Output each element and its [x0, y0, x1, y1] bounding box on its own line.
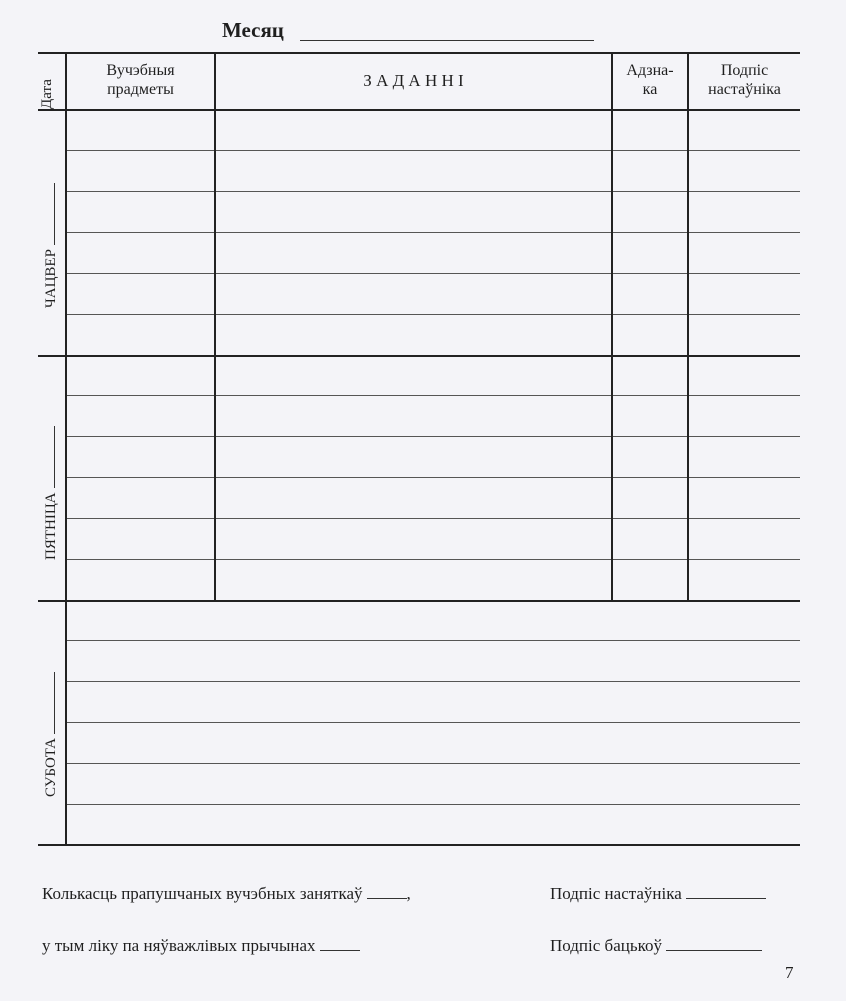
parents-signature-blank[interactable] — [666, 938, 762, 951]
day-label-friday: ПЯТНІЦА — [42, 427, 60, 561]
col-signature-line1: Подпіс — [720, 62, 769, 79]
missed-lessons-blank[interactable] — [367, 886, 407, 899]
month-line[interactable] — [300, 40, 594, 41]
row-line — [65, 681, 800, 682]
date-column-border — [65, 52, 67, 845]
missed-lessons-row — [42, 884, 411, 904]
row-line — [65, 477, 800, 478]
row-line — [65, 518, 800, 519]
row-line — [65, 559, 800, 560]
tasks-column-border — [611, 52, 613, 600]
missed-lessons-label: Колькасць прапушчаных вучэбных заняткаў — [42, 884, 363, 903]
date-blank-line[interactable] — [42, 183, 55, 245]
col-subjects-header — [67, 61, 214, 99]
row-line — [65, 436, 800, 437]
table-top-border — [38, 52, 800, 54]
grade-column-border — [687, 52, 689, 600]
col-subjects-line1: Вучэбныя — [106, 62, 175, 79]
parents-signature-label: Подпіс бацькоў — [550, 936, 662, 955]
day-label-saturday: СУБОТА — [42, 672, 60, 797]
col-date-header: Дата — [39, 79, 55, 109]
col-signature-line2: настаўніка — [708, 81, 781, 98]
unexcused-row — [42, 936, 360, 956]
month-label: Месяц — [222, 18, 284, 42]
row-line — [65, 395, 800, 396]
col-grade-line1: Адзна- — [626, 62, 674, 79]
teacher-signature-blank[interactable] — [686, 886, 766, 899]
date-blank-line[interactable] — [42, 672, 55, 734]
missed-suffix: , — [406, 884, 411, 903]
table-bottom-border — [38, 844, 800, 846]
col-grade-line2: ка — [642, 81, 658, 98]
row-line — [65, 804, 800, 805]
row-line — [65, 232, 800, 233]
row-line — [65, 314, 800, 315]
page-number: 7 — [785, 963, 794, 982]
diary-table — [38, 52, 800, 845]
row-line — [65, 150, 800, 151]
row-line — [65, 191, 800, 192]
parents-signature-row — [550, 936, 762, 956]
row-line — [65, 640, 800, 641]
teacher-signature-label: Подпіс настаўніка — [550, 884, 682, 903]
unexcused-blank[interactable] — [320, 938, 360, 951]
col-signature-header — [689, 61, 800, 99]
col-grade-header — [613, 61, 687, 99]
teacher-signature-row — [550, 884, 766, 904]
row-line — [65, 273, 800, 274]
header-bottom-border — [38, 109, 800, 111]
date-blank-line[interactable] — [42, 427, 55, 489]
day-separator — [38, 355, 800, 357]
unexcused-label: у тым ліку па няўважлівых прычынах — [42, 936, 316, 955]
row-line — [65, 722, 800, 723]
day-label-thursday: ЧАЦВЕР — [42, 183, 60, 308]
day-separator — [38, 600, 800, 602]
col-tasks-header: З А Д А Н Н І — [363, 71, 464, 90]
subjects-column-border — [214, 52, 216, 600]
col-subjects-line2: прадметы — [107, 81, 174, 98]
row-line — [65, 763, 800, 764]
